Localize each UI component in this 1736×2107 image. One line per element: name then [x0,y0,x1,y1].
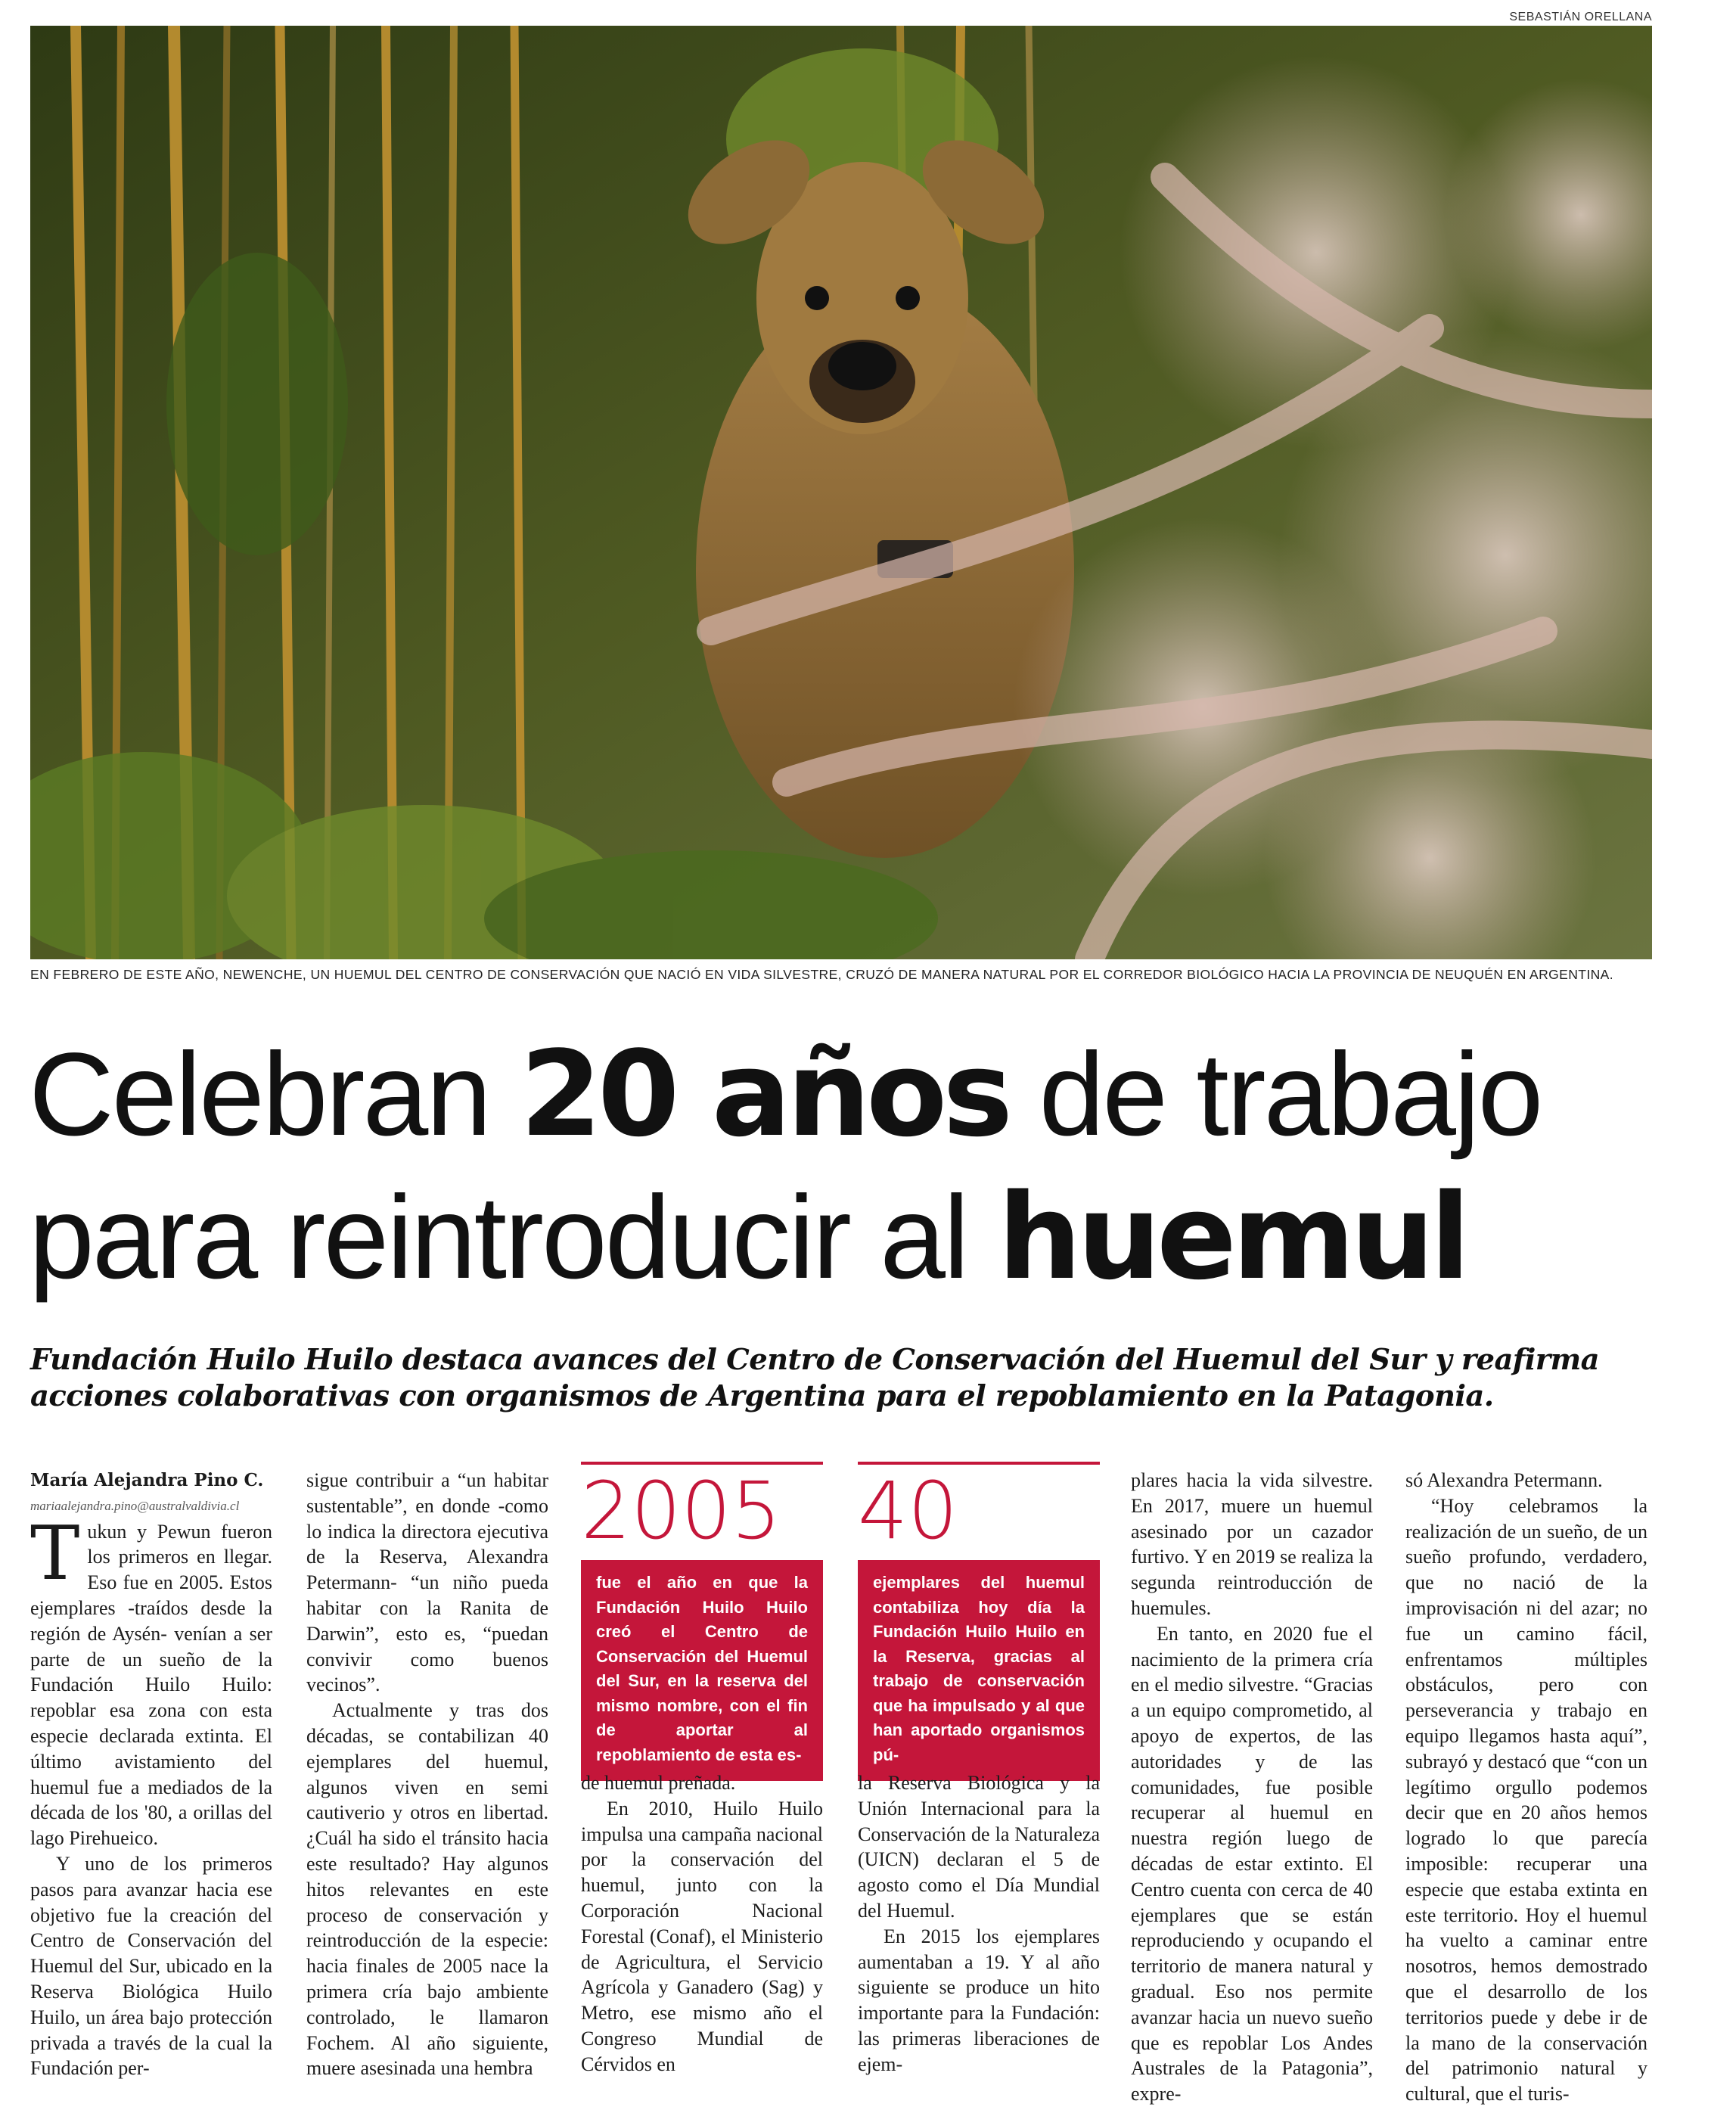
headline-line-2 [29,1166,1693,1309]
paragraph: Y uno de los primeros pasos para avanzar hacia ese objetivo fue la creación del Centro de Conservación del Huemul del Sur, ubicado en la Reserva Biológica Huilo Huilo, un área bajo protección privada a través de la cual la Fundación per- [30,1852,272,2080]
photo-credit: SEBASTIÁN ORELLANA [1509,11,1652,23]
factbox-text: ejemplares del huemul contabiliza hoy día la Fundación Huilo Huilo en la Reserva, gracias al trabajo de conservación que ha impulsado y al que han aportado organismos pú- [858,1560,1100,1781]
huemul-photo [30,26,1652,959]
paragraph: En 2015 los ejemplares aumentaban a 19. Y al año siguiente se produce un hito importante para la Fundación: las primeras liberaciones de ejem- [858,1925,1100,2075]
factbox-number: 2005 [581,1465,781,1557]
paragraph: En tanto, en 2020 fue el nacimiento de la primera cría en el medio silvestre. “Gracias a un equipo comprometido, al apoyo de expertos, de las autoridades y de las comunidades, fue posible recuperar al huemul en nuestra región luego de décadas de estar extinto. El Centro cuenta con cerca de 40 ejemplares que se están reproduciendo y ocupando el territorio de manera natural y gradual. Eso nos permite avanzar hacia un nuevo sueño que es repoblar Los Andes Australes de la Patagonia”, expre- [1131,1622,1373,2105]
article-column-6 [1405,1468,1647,2107]
paragraph-text: ukun y Pewun fueron los primeros en llegar. Eso fue en 2005. Estos ejemplares -traídos desde la región de Aysén- venían a ser parte de un sueño de la Fundación Huilo Huilo: repoblar esa zona con esta especie declarada extinta. El último avistamiento del huemul fue a mediados de la década de los '80, a orillas del lago Pirehueico. [30,1520,272,1850]
drop-cap: T [30,1510,80,1597]
paragraph: Actualmente y tras dos décadas, se contabilizan 40 ejemplares del huemul, algunos viven en semi cautiverio y otros en libertad. ¿Cuál ha sido el tránsito hacia este resultado? Hay algunos hitos relevantes en este proceso de conservación y reintroducción de la especie: hacia finales de 2005 nace la primera cría bajo ambiente controlado, le llamaron Fochem. Al año siguiente, muere asesinada una hembra [306,1699,548,2080]
article-column-5 [1131,1468,1373,2107]
paragraph: sigue contribuir a “un habitar sustentable”, en donde -como lo indica la directora ejecutiva de la Reserva, Alexandra Petermann- “un niño pueda habitar con la Ranita de Darwin”, esto es, “puedan convivir como buenos vecinos”. [306,1469,548,1696]
paragraph: “Hoy celebramos la realización de un sueño, de un sueño profundo, verdadero, que no nació de la improvisación ni del azar; no fue un camino fácil, enfrentamos múltiples obstáculos, pero con perseverancia y trabajo en equipo llegamos hasta aquí”, subrayó y destacó que “con un legítimo orgullo podemos decir que en 20 años hemos logrado lo que parecía imposible: recuperar una especie que estaba extinta en este territorio. Hoy el huemul ha vuelto a caminar entre nosotros, hemos demostrado que el desarrollo de los territorios puede y debe ir de la mano de la conservación del patrimonio natural y cultural, que el turis- [1405,1494,1647,2105]
paragraph: En 2010, Huilo Huilo impulsa una campaña nacional por la conservación del huemul, junto con la Corporación Nacional Forestal (Conaf), el Ministerio de Agricultura, el Servicio Agrícola y Ganadero (Sag) y Metro, ese mismo año el Congreso Mundial de Cérvidos en [581,1797,823,2075]
headline-text: para reintroducir al [29,1172,998,1304]
headline-emphasis: huemul [997,1168,1466,1306]
factbox-2005 [581,1462,823,1781]
byline-email[interactable]: mariaalejandra.pino@australvaldivia.cl [30,1498,240,1513]
headline-line-1 [29,1023,1693,1166]
article-column-3 [581,1770,823,2077]
article-column-1 [30,1468,272,2081]
forest-deer-illustration [30,26,1652,959]
paragraph: la Reserva Biológica y la Unión Internacional para la Conservación de la Naturaleza (UICN) declaran el 5 de agosto como el Día Mundial del Huemul. [858,1772,1100,1922]
paragraph: plares hacia la vida silvestre. En 2017, muere un huemul asesinado por un cazador furtivo. Y en 2019 se realiza la segunda reintroducción de huemules. [1131,1469,1373,1619]
paragraph: só Alexandra Petermann. [1405,1469,1603,1491]
paragraph: de huemul preñada. [581,1772,736,1794]
byline-author: María Alejandra Pino C. [30,1470,264,1490]
article-column-4 [858,1770,1100,2077]
headline-text: Celebran [29,1029,520,1161]
factbox-number: 40 [858,1465,958,1557]
subheadline: Fundación Huilo Huilo destaca avances del Centro de Conservación del Huemul del Sur y reafirma acciones colaborativas con organismos de Argentina para el repoblamiento en la Patagonia. [30,1343,1599,1413]
photo-caption: EN FEBRERO DE ESTE AÑO, NEWENCHE, UN HUEMUL DEL CENTRO DE CONSERVACIÓN QUE NACIÓ EN VIDA SILVESTRE, CRUZÓ DE MANERA NATURAL POR EL CORREDOR BIOLÓGICO HACIA LA PROVINCIA DE NEUQUÉN EN ARGENTINA. [30,967,1613,982]
paragraph [30,1510,272,1851]
factbox-text: fue el año en que la Fundación Huilo Huilo creó el Centro de Conservación del Huemul del Sur, en la reserva del mismo nombre, con el fin de aportar al repoblamiento de esta es- [581,1560,823,1781]
headline-text: de trabajo [1008,1029,1542,1161]
factbox-40 [858,1462,1100,1781]
article-column-2 [306,1468,548,2081]
headline-emphasis: 20 años [520,1025,1009,1163]
headline [29,1023,1693,1309]
